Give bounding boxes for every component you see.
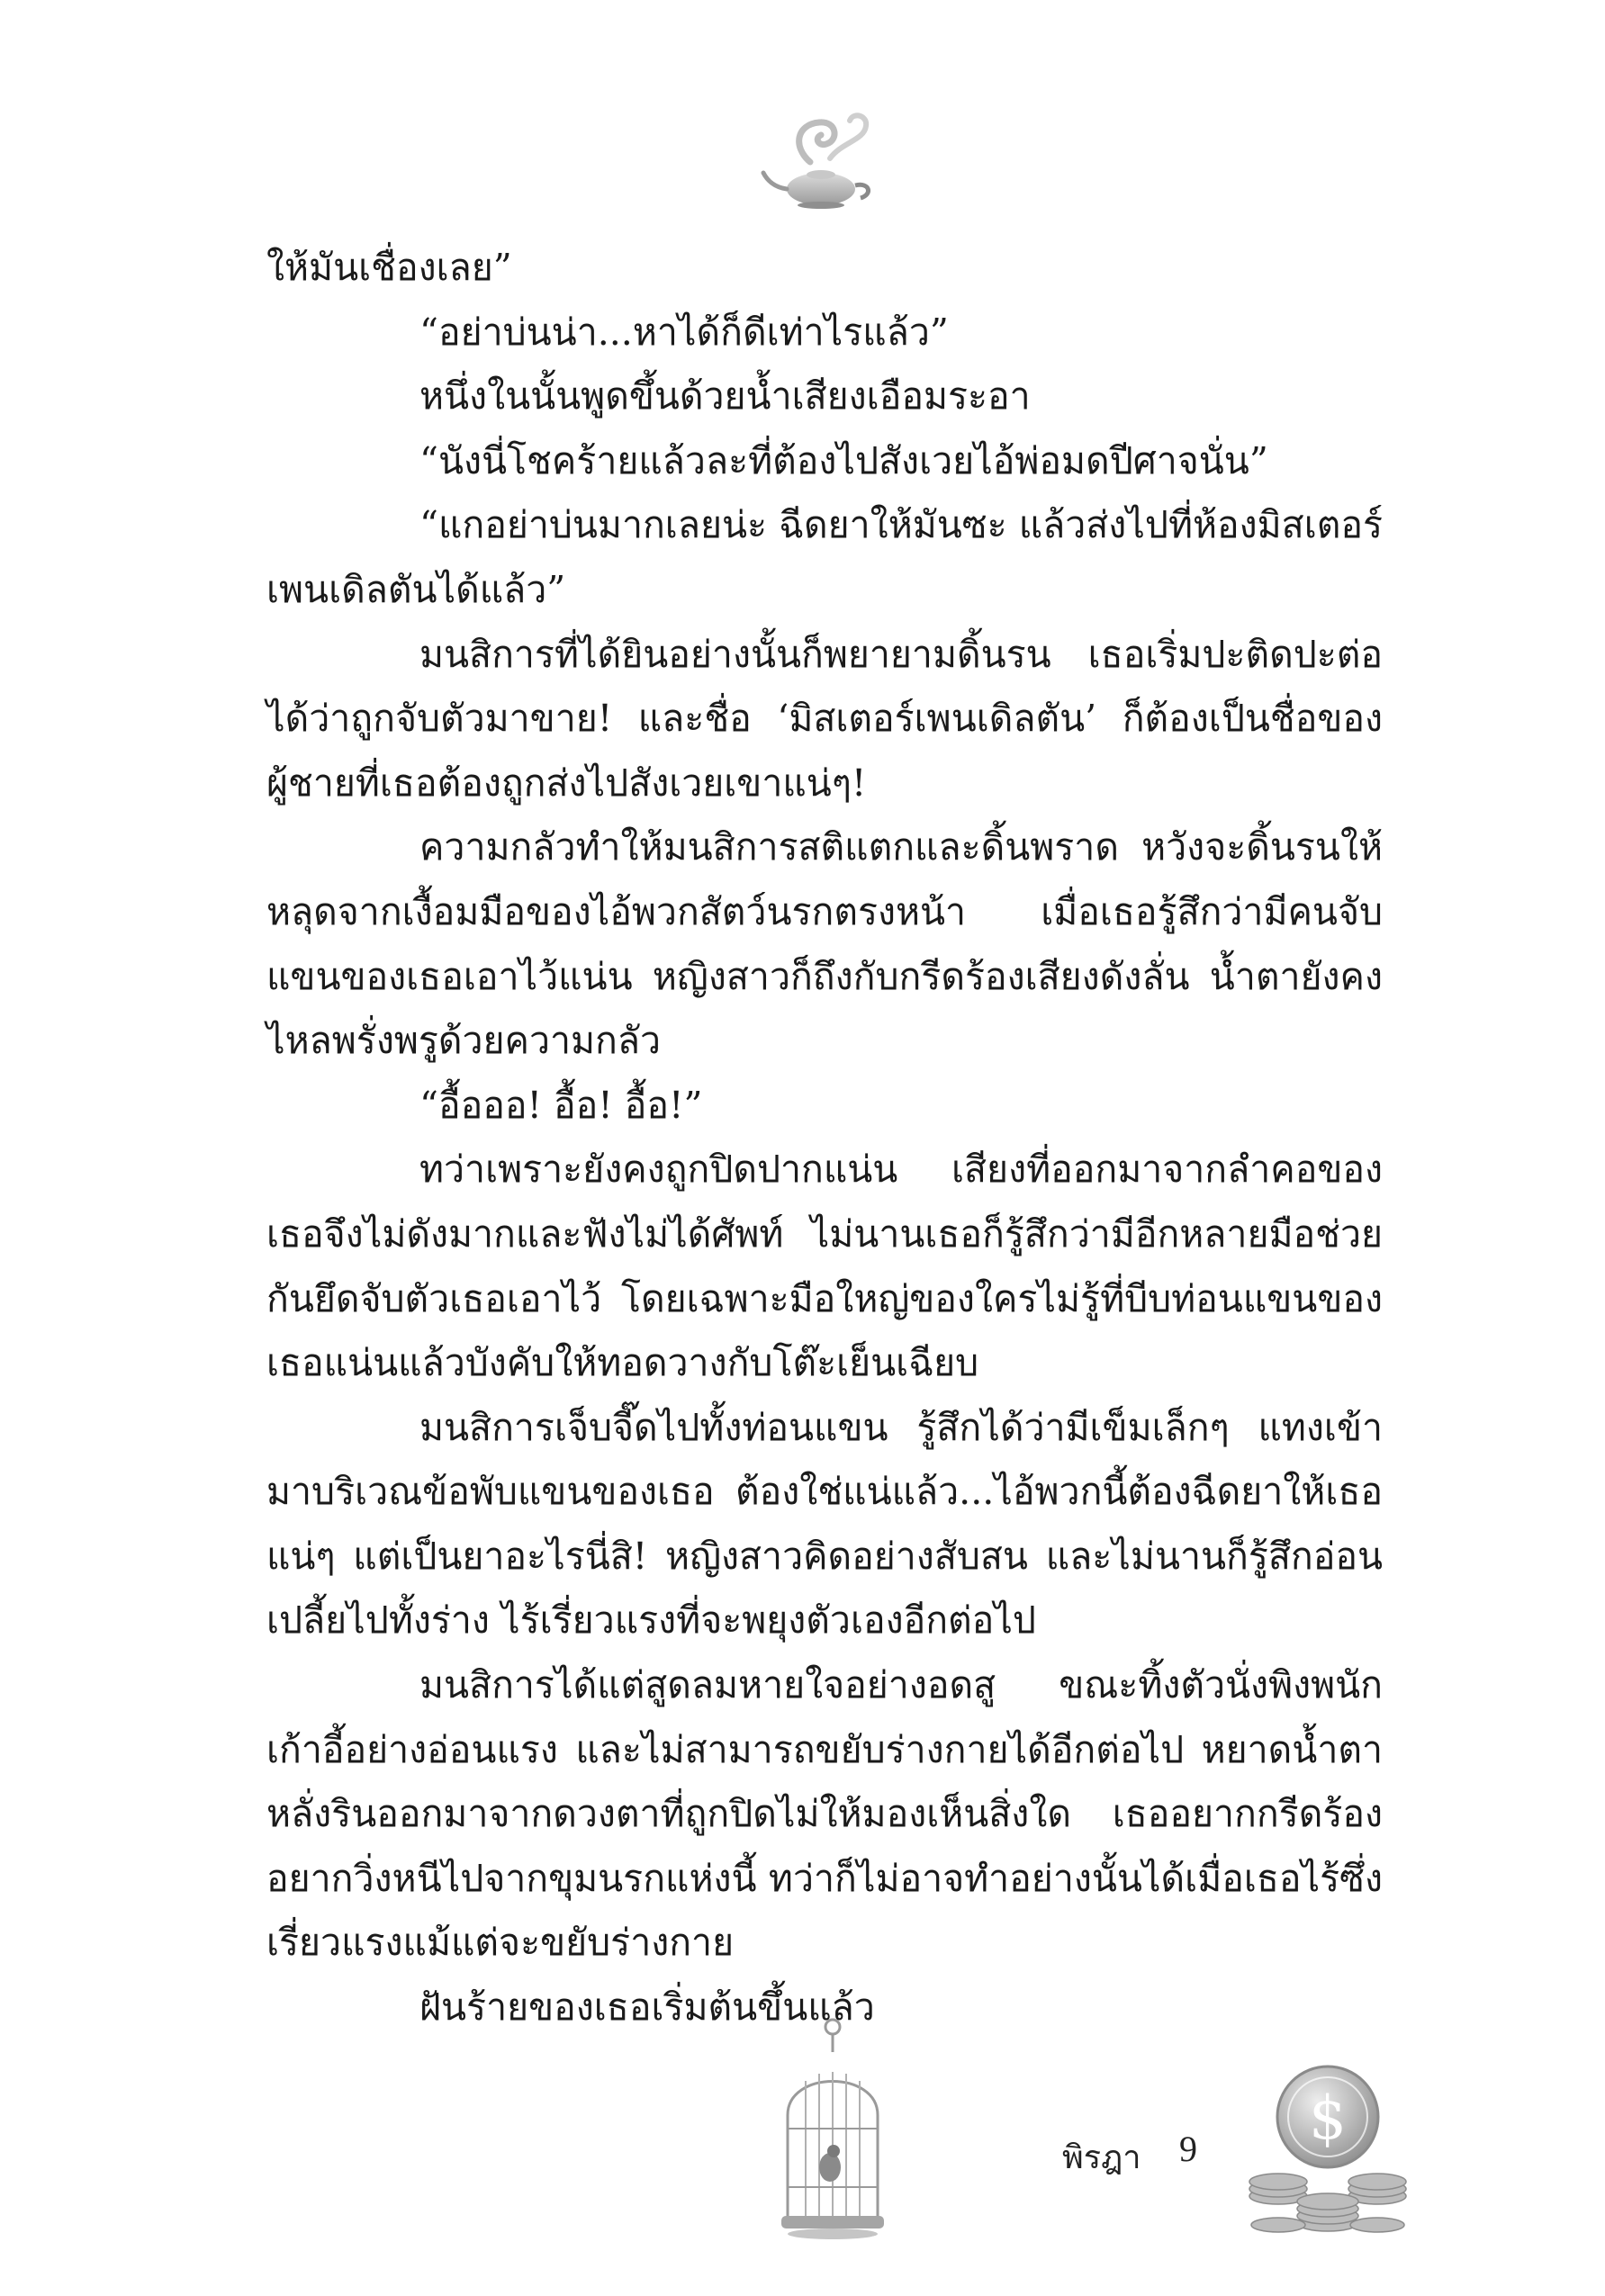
paragraph: “นังนี่โชคร้ายแล้วละที่ต้องไปสังเวยไอ้พ่อมดปีศาจนั่น” xyxy=(419,438,1268,482)
dollar-coin-stack-icon xyxy=(1242,2061,1413,2241)
page-number: 9 xyxy=(1179,2129,1197,2169)
paragraph: ความกลัวทำให้มนสิการสติแตกและดิ้นพราด หวังจะดิ้นรนให้หลุดจากเงื้อมมือของไอ้พวกสัตว์นรกตรงหน้า เมื่อเธอรู้สึกว่ามีคนจับแขนของเธอเอาไว้แน่น หญิงสาวก็ถึงกับกรีดร้องเสียงดังลั่น น้ำตายังคงไหลพรั่งพรูด้วยความกลัว xyxy=(266,825,1383,1063)
paragraph: มนสิการที่ได้ยินอย่างนั้นก็พยายามดิ้นรน เธอเริ่มปะติดปะต่อได้ว่าถูกจับตัวมาขาย! และชื่อ ‘มิสเตอร์เพนเดิลตัน’ ก็ต้องเป็นชื่อของผู้ชายที่เธอต้องถูกส่งไปสังเวยเขาแน่ๆ! xyxy=(266,632,1383,805)
paragraph: “อย่าบ่นน่า...หาได้ก็ดีเท่าไรแล้ว” xyxy=(419,310,949,354)
paragraph: มนสิการได้แต่สูดลมหายใจอย่างอดสู ขณะทิ้งตัวนั่งพิงพนักเก้าอี้อย่างอ่อนแรง และไม่สามารถขยับร่างกายได้อีกต่อไป หยาดน้ำตาหลั่งรินออกมาจากดวงตาที่ถูกปิดไม่ให้มองเห็นสิ่งใด เธออยากกรีดร้อง อยากวิ่งหนีไปจากขุมนรกแห่งนี้ ทว่าก็ไม่อาจทำอย่างนั้นได้เมื่อเธอไร้ซึ่งเรี่ยวแรงแม้แต่จะขยับร่างกาย xyxy=(266,1663,1383,1965)
paragraph: ฝันร้ายของเธอเริ่มต้นขึ้นแล้ว xyxy=(419,1985,875,2030)
paragraph: หนึ่งในนั้นพูดขึ้นด้วยน้ำเสียงเอือมระอา xyxy=(419,374,1031,419)
paragraph: มนสิการเจ็บจี๊ดไปทั้งท่อนแขน รู้สึกได้ว่ามีเข็มเล็กๆ แทงเข้ามาบริเวณข้อพับแขนของเธอ ต้องใช่แน่แล้ว...ไอ้พวกนี้ต้องฉีดยาให้เธอแน่ๆ แต่เป็นยาอะไรนี่สิ! หญิงสาวคิดอย่างสับสน และไม่นานก็รู้สึกอ่อนเปลี้ยไปทั้งร่าง ไร้เรี่ยวแรงที่จะพยุงตัวเองอีกต่อไป xyxy=(266,1405,1383,1643)
paragraph: “อื้อออ! อื้อ! อื้อ!” xyxy=(419,1083,703,1127)
paragraph: “แกอย่าบ่นมากเลยน่ะ ฉีดยาให้มันซะ แล้วส่งไปที่ห้องมิสเตอร์เพนเดิลตันได้แล้ว” xyxy=(266,503,1383,611)
birdcage-icon xyxy=(774,2016,891,2241)
paragraph: ให้มันเชื่องเลย” xyxy=(266,246,512,289)
author-name: พิรฎา xyxy=(1062,2139,1141,2176)
chapter-body-text xyxy=(266,236,1383,2040)
svg-text:$: $ xyxy=(1309,2084,1347,2153)
paragraph: ทว่าเพราะยังคงถูกปิดปากแน่น เสียงที่ออกมาจากลำคอของเธอจึงไม่ดังมากและฟังไม่ได้ศัพท์ ไม่นานเธอก็รู้สึกว่ามีอีกหลายมือช่วยกันยึดจับตัวเธอเอาไว้ โดยเฉพาะมือใหญ่ของใครไม่รู้ที่บีบท่อนแขนของเธอแน่นแล้วบังคับให้ทอดวางกับโต๊ะเย็นเฉียบ xyxy=(266,1148,1383,1385)
teapot-genie-ornament-icon xyxy=(756,106,891,214)
